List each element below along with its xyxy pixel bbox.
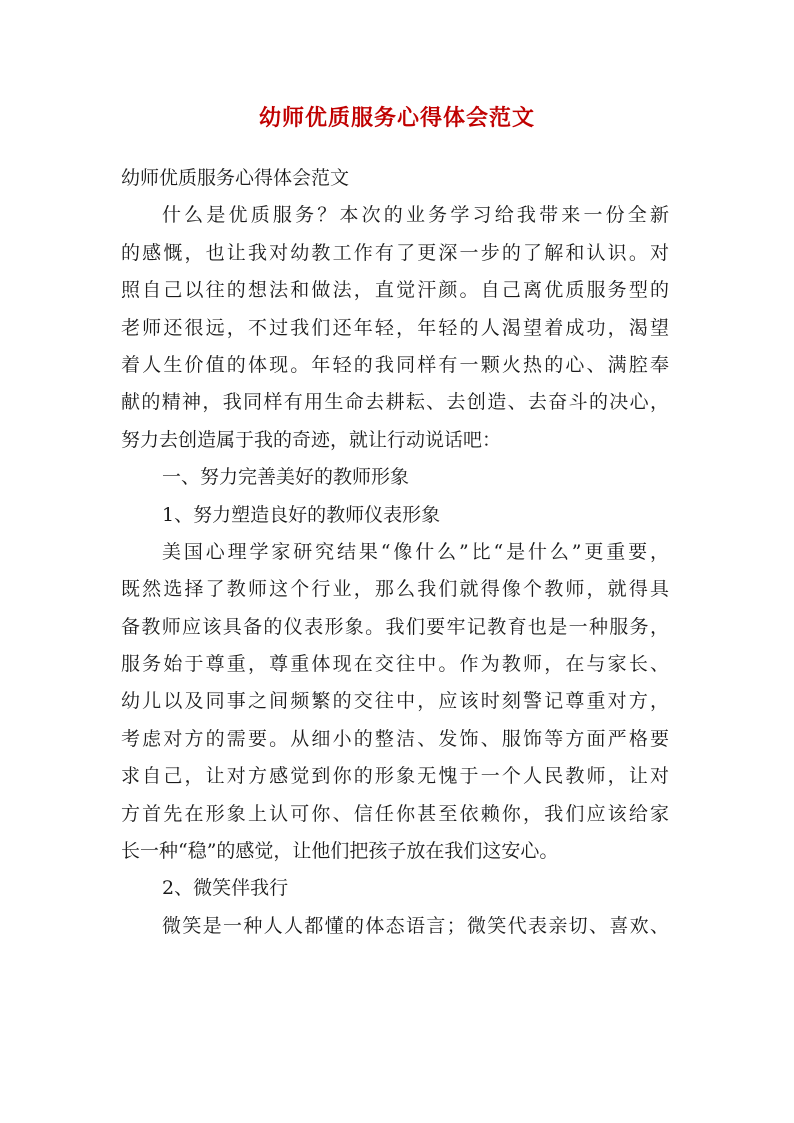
text-line: 方首先在形象上认可你、信任你甚至依赖你，我们应该给家 (121, 802, 669, 825)
text-line: 求自己，让对方感觉到你的形象无愧于一个人民教师，让对 (121, 765, 669, 788)
text-line: 备教师应该具备的仪表形象。我们要牢记教育也是一种服务， (121, 615, 669, 638)
text-line: 什么是优质服务？本次的业务学习给我带来一份全新 (162, 204, 669, 227)
text-line: 努力去创造属于我的奇迹，就让行动说话吧： (121, 428, 502, 451)
text-line: 幼师优质服务心得体会范文 (121, 167, 350, 189)
text-line: 服务始于尊重，尊重体现在交往中。作为教师，在与家长、 (121, 653, 669, 676)
text-line: 老师还很远，不过我们还年轻，年轻的人渴望着成功，渴望 (121, 316, 669, 339)
text-line: 长一种“稳”的感觉，让他们把孩子放在我们这安心。 (121, 840, 559, 863)
text-line: 考虑对方的需要。从细小的整洁、发饰、服饰等方面严格要 (121, 727, 669, 750)
text-line: 着人生价值的体现。年轻的我同样有一颗火热的心、满腔奉 (121, 353, 669, 376)
text-line: 献的精神，我同样有用生命去耕耘、去创造、去奋斗的决心， (121, 391, 669, 414)
text-line: 照自己以往的想法和做法，直觉汗颜。自己离优质服务型的 (121, 279, 669, 302)
text-line: 的感慨，也让我对幼教工作有了更深一步的了解和认识。对 (121, 241, 669, 264)
text-line: 幼儿以及同事之间频繁的交往中，应该时刻警记尊重对方， (121, 690, 669, 713)
text-line: 美国心理学家研究结果“像什么”比“是什么”更重要， (162, 540, 669, 563)
text-line: 1、努力塑造良好的教师仪表形象 (162, 503, 441, 526)
text-line: 微笑是一种人人都懂的体态语言；微笑代表亲切、喜欢、 (162, 914, 669, 937)
text-line: 一、努力完善美好的教师形象 (162, 466, 410, 489)
text-line: 2、微笑伴我行 (162, 877, 289, 900)
document-title: 幼师优质服务心得体会范文 (258, 105, 535, 131)
document-body (121, 160, 669, 945)
text-line: 既然选择了教师这个行业，那么我们就得像个教师，就得具 (121, 578, 669, 601)
